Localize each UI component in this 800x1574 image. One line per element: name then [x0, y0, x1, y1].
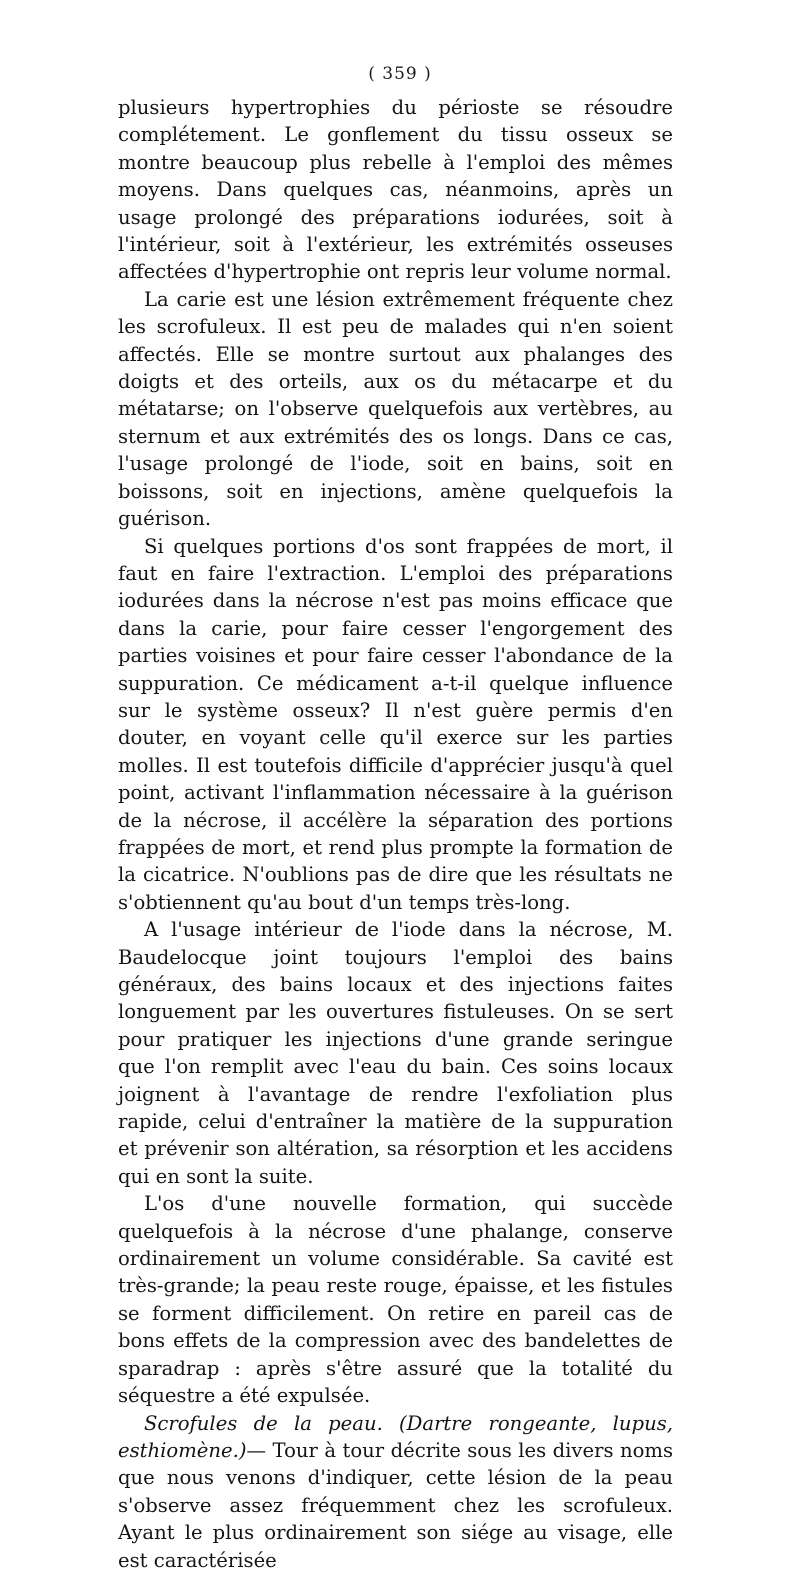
section-subtitle: (Dartre rongeante, lupus, esthiomène.) — [118, 1411, 673, 1462]
section-paragraph — [118, 1410, 673, 1574]
section-title: Scrofules de la peau. — [144, 1411, 383, 1435]
section-body: Tour à tour décrite sous les divers noms que nous venons d'indiquer, cette lésion de la peau s'observe assez fréquemment chez les scrofuleux. Ayant le plus ordinairement son siége au visage, elle est caractérisée — [118, 1438, 674, 1572]
paragraph-3: Si quelques portions d'os sont frappées de mort, il faut en faire l'extraction. L'emploi des préparations iodurées dans la nécrose n'est pas moins efficace que dans la carie, pour faire cesser l'engorgement des parties voisines et pour faire cesser l'abondance de la suppuration. Ce médicament a-t-il quelque influence sur le système osseux? Il n'est guère permis d'en douter, en voyant celle qu'il exerce sur les parties molles. Il est toutefois difficile d'apprécier jusqu'à quel point, activant l'inflammation nécessaire à la guérison de la nécrose, il accélère la séparation des portions frappées de mort, et rend plus prompte la formation de la cicatrice. N'oublions pas de dire que les résultats ne s'obtiennent qu'au bout d'un temps très-long. — [118, 534, 673, 914]
paragraph-1: plusieurs hypertrophies du périoste se résoudre complétement. Le gonflement du tissu osseux se montre beaucoup plus rebelle à l'emploi des mêmes moyens. Dans quelques cas, néanmoins, après un usage prolongé des préparations iodurées, soit à l'intérieur, soit à l'extérieur, les extrémités osseuses affectées d'hypertrophie ont repris leur volume normal. — [118, 96, 673, 284]
page-number: ( 359 ) — [368, 64, 432, 84]
paragraph-5: L'os d'une nouvelle formation, qui succède quelquefois à la nécrose d'une phalange, conserve ordinairement un volume considérable. Sa cavité est très-grande; la peau reste rouge, épaisse, et les fistules se forment difficilement. On retire en pareil cas de bons effets de la compression avec des bandelettes de sparadrap : après s'être assuré que la totalité du séquestre a été expulsée. — [118, 1192, 673, 1408]
paragraph-2: La carie est une lésion extrêmement fréquente chez les scrofuleux. Il est peu de malades qui n'en soient affectés. Elle se montre surtout aux phalanges des doigts et des orteils, aux os du métacarpe et du métatarse; on l'observe quelquefois aux vertèbres, au sternum et aux extrémités des os longs. Dans ce cas, l'usage prolongé de l'iode, soit en bains, soit en boissons, soit en injections, amène quelquefois la guérison. — [118, 287, 673, 531]
body-text — [118, 94, 673, 1574]
section-dash: — — [246, 1438, 267, 1462]
paragraph-4: A l'usage intérieur de l'iode dans la nécrose, M. Baudelocque joint toujours l'emploi des bains généraux, des bains locaux et des injections faites longuement par les ouvertures fistuleuses. On se sert pour pratiquer les injections d'une grande seringue que l'on remplit avec l'eau du bain. Ces soins locaux joignent à l'avantage de rendre l'exfoliation plus rapide, celui d'entraîner la matière de la suppuration et prévenir son altération, sa résorption et les accidens qui en sont la suite. — [118, 918, 673, 1188]
